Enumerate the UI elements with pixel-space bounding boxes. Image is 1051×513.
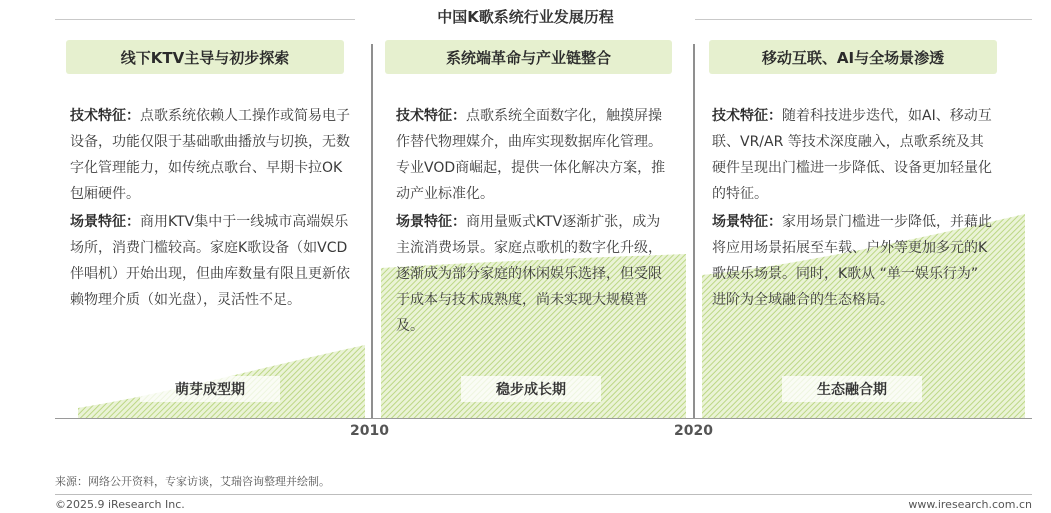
scene-text-3: 家用场景门槛进一步降低，并藉此将应用场景拓展至车载、户外等更加多元的K歌娱乐场景。同时，K歌从 “单一娱乐行为” 进阶为全域融合的生态格局。 — [712, 214, 992, 308]
divider-2020 — [693, 44, 695, 418]
year-label-2020: 2020 — [674, 423, 713, 439]
panel-header-1: 线下KTV主导与初步探索 — [66, 40, 344, 74]
tech-feature-2 — [396, 103, 668, 207]
scene-text-1: 商用KTV集中于一线城市高端娱乐场所，消费门槛较高。家庭K歌设备（如VCD伴唱机）开始出现，但曲库数量有限且更新依赖物理介质（如光盘），灵活性不足。 — [70, 214, 350, 308]
website-link[interactable]: www.iresearch.com.cn — [908, 498, 1032, 511]
scene-feature-1 — [70, 209, 355, 313]
divider-2010 — [371, 44, 373, 418]
source-note: 来源：网络公开资料，专家访谈，艾瑞咨询整理并绘制。 — [55, 475, 330, 488]
year-label-2010: 2010 — [350, 423, 389, 439]
scene-label-3: 场景特征： — [712, 214, 782, 230]
panel-header-2: 系统端革命与产业链整合 — [385, 40, 672, 74]
scene-label-1: 场景特征： — [70, 214, 140, 230]
timeline-axis — [55, 418, 1032, 419]
panel-1-content — [70, 103, 355, 315]
tech-label-2: 技术特征： — [396, 108, 466, 124]
panel-2-content — [396, 103, 668, 341]
stage-label-3: 生态融合期 — [782, 376, 922, 402]
tech-label-3: 技术特征： — [712, 108, 782, 124]
stage-label-2: 稳步成长期 — [461, 376, 601, 402]
tech-text-2: 点歌系统全面数字化，触摸屏操作替代物理媒介，曲库实现数据库化管理。专业VOD商崛起，提供一体化解决方案，推动产业标准化。 — [396, 108, 666, 202]
scene-feature-2 — [396, 209, 668, 339]
panel-header-3: 移动互联、AI与全场景渗透 — [709, 40, 997, 74]
tech-label-1: 技术特征： — [70, 108, 140, 124]
tech-text-1: 点歌系统依赖人工操作或简易电子设备，功能仅限于基础歌曲播放与切换，无数字化管理能力，如传统点歌台、早期卡拉OK包厢硬件。 — [70, 108, 350, 202]
tech-text-3: 随着科技进步迭代，如AI、移动互联、VR/AR 等技术深度融入，点歌系统及其硬件呈现出门槛进一步降低、设备更加轻量化的特征。 — [712, 108, 992, 202]
panel-3-content — [712, 103, 994, 315]
copyright-text: ©2025.9 iResearch Inc. — [55, 498, 185, 511]
scene-text-2: 商用量贩式KTV逐渐扩张，成为主流消费场景。家庭点歌机的数字化升级，逐渐成为部分家庭的休闲娱乐选择，但受限于成本与技术成熟度，尚未实现大规模普及。 — [396, 214, 662, 334]
tech-feature-3 — [712, 103, 994, 207]
stage-label-1: 萌芽成型期 — [140, 376, 280, 402]
tech-feature-1 — [70, 103, 355, 207]
scene-feature-3 — [712, 209, 994, 313]
page-title: 中国K歌系统行业发展历程 — [437, 8, 614, 26]
scene-label-2: 场景特征： — [396, 214, 466, 230]
footer-divider — [55, 494, 1032, 495]
